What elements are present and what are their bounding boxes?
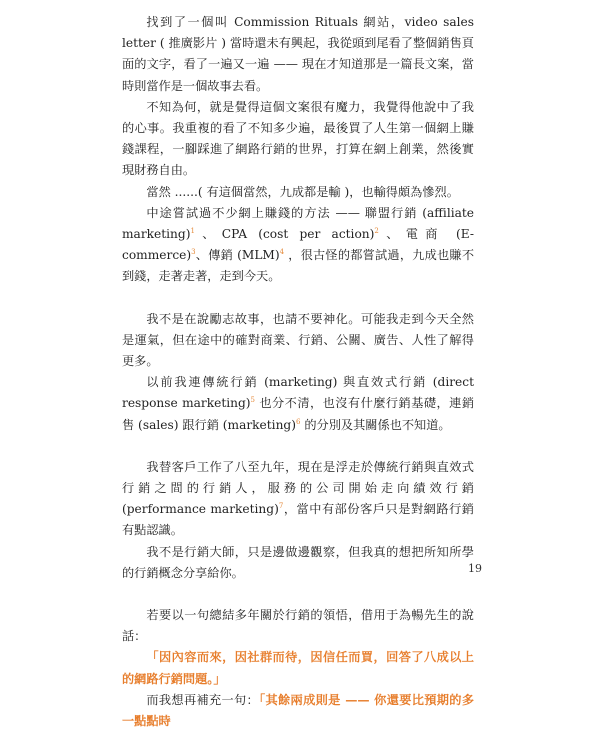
footnote-marker-3: 3: [191, 248, 196, 257]
methods-text-5: ，很古怪的都嘗試過，九成也賺不到錢，走著走著，走到今天。: [122, 248, 475, 284]
highlighted-quote: 「因內容而來，因社群而待，因信任而買，回答了八成以上的網路行銷問題。」: [122, 650, 474, 686]
addition-highlight: 「其餘兩成則是 —— 你還要比預期的多一點點時: [122, 692, 475, 729]
methods-text-4: 、傳銷 (MLM): [195, 248, 280, 263]
page-number: 19: [468, 562, 482, 575]
paragraph-gap: [122, 288, 474, 309]
client-text-1: 我替客戶工作了八至九年，現在是浮走於傳統行銷與直效式行銷之間的行銷人，服務的公司開始走向績效行銷 (performance marketing): [122, 459, 474, 517]
paragraph-lost: 當然 ......( 有這個當然，九成都是輸 )，也輸得頗為慘烈。: [146, 184, 459, 199]
footnote-marker-5: 5: [250, 396, 256, 405]
paragraph-addition: [122, 690, 474, 732]
paragraph-magic-copy: 不知為何，就是覺得這個文案很有魔力，我覺得他說中了我的心事。我重複的看了不知多少遍，最後買了人生第一個網上賺錢課程，一腳踩進了網路行銷的世界，打算在網上創業，然後實現財務自由。: [122, 99, 474, 178]
paragraph-not-master: 我不是行銷大師，只是邊做邊觀察，但我真的想把所知所學的行銷概念分享給你。: [122, 544, 474, 580]
paragraph-not-inspirational: 我不是在說勵志故事，也請不要神化。可能我走到今天全然是運氣，但在途中的確對商業、行銷、公關、廣告、人性了解得更多。: [122, 311, 474, 369]
basics-text-3: 的分別及其關係也不知道。: [300, 417, 451, 432]
paragraph-commission-rituals: 找到了一個叫 Commission Rituals 網站，video sales letter ( 推廣影片 ) 當時還未有興起，我從頭到尾看了整個銷售頁面的文字，看了一遍又一遍 —— 現在才知道那是一篇長文案，當時則當作是一個故事去看。: [122, 15, 474, 93]
client-text-2: ，當中有部份客戶只是對網路行銷有點認識。: [122, 502, 474, 538]
page-body: [122, 12, 474, 732]
paragraph-summary-intro: 若要以一句總結多年關於行銷的領悟，借用于為暢先生的說話：: [122, 608, 474, 644]
footnote-marker-2: 2: [374, 226, 379, 235]
basics-text-2: 也分不清，也沒有什麼行銷基礎，連銷售 (sales) 跟行銷 (marketing): [122, 396, 475, 432]
paragraph-gap: [122, 436, 474, 457]
addition-lead: 而我想再補充一句：: [146, 692, 260, 707]
basics-text-1: 以前我連傳統行銷 (marketing) 與直效式行銷 (direct response marketing): [122, 375, 474, 411]
paragraph-marketing-basics: [122, 372, 474, 436]
methods-text-3: 、電商 (E-commerce): [122, 227, 474, 263]
methods-text-2: 、CPA (cost per action): [194, 227, 375, 242]
footnote-marker-6: 6: [295, 417, 301, 426]
methods-text-1: 中途嘗試過不少網上賺錢的方法 —— 聯盟行銷 (affiliate marketing): [122, 205, 474, 242]
footnote-marker-7: 7: [278, 502, 284, 511]
paragraph-gap: [122, 584, 474, 605]
footnote-marker-4: 4: [279, 248, 285, 257]
footnote-marker-1: 1: [190, 226, 195, 235]
paragraph-methods-tried: [122, 203, 474, 288]
paragraph-client-work: [122, 457, 474, 542]
